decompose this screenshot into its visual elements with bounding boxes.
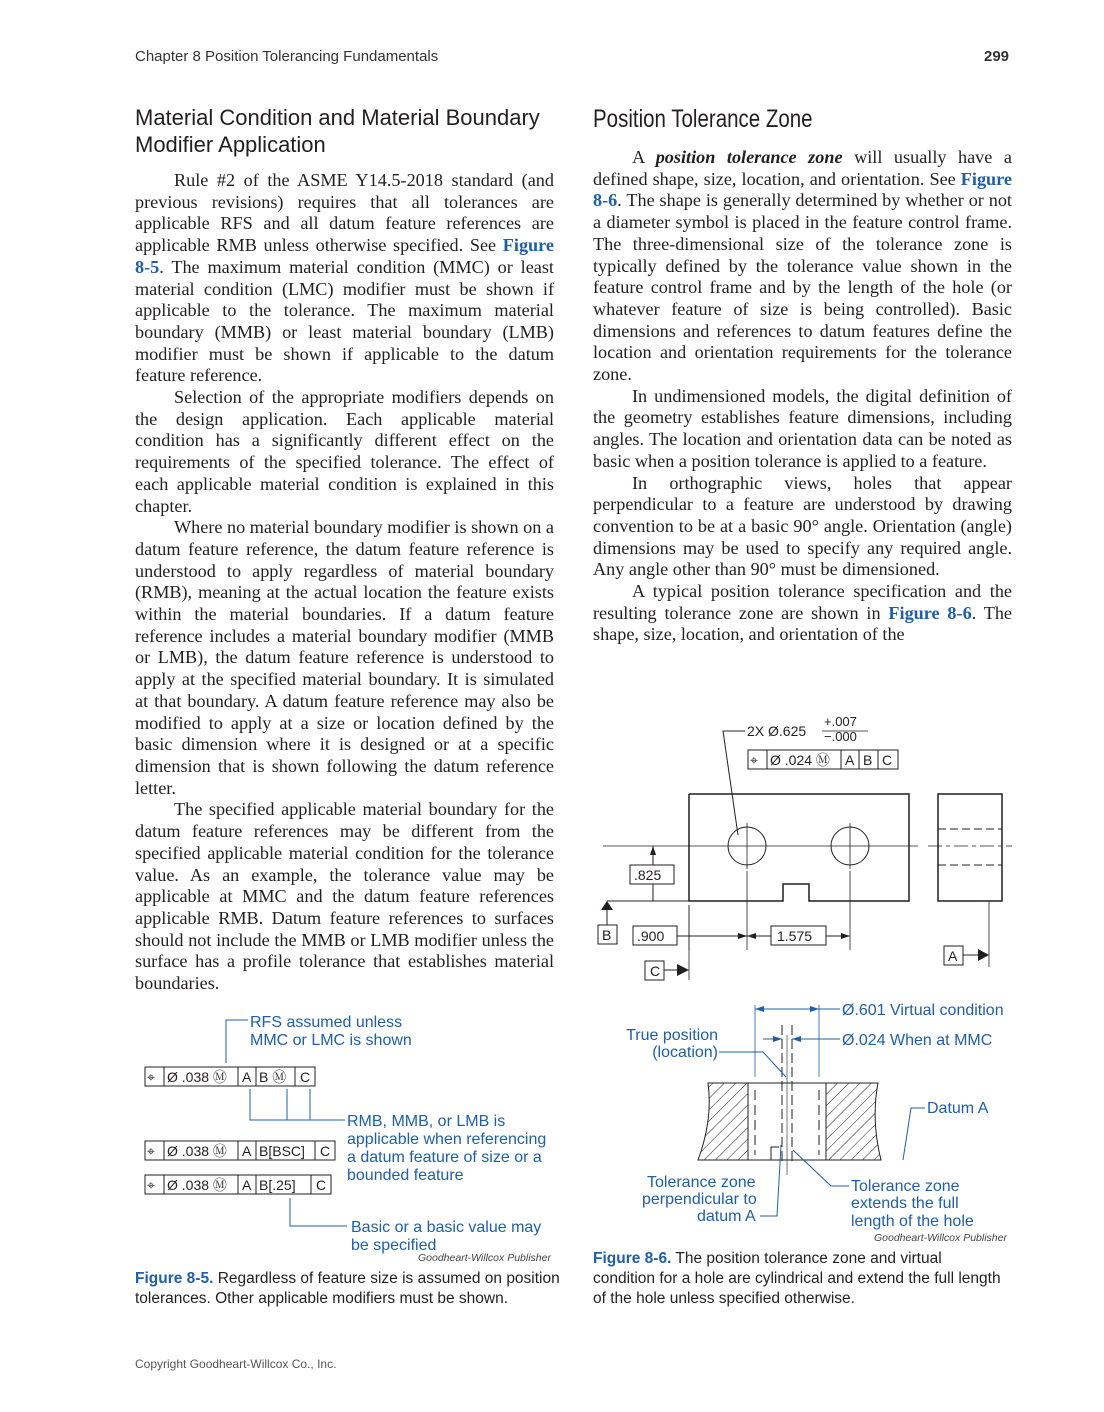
- tz-perp-label-3: datum A: [697, 1208, 756, 1225]
- text: . The shape, size, location, and orientation of the: [593, 602, 1013, 645]
- true-position-label-2: (location): [652, 1044, 718, 1061]
- paragraph: Selection of the appropriate modifiers depends on the design application. Each applicable material condition has a significantly different effect on the requirements of the specified tolerance. The effect of each applicable material condition is explained in this chapter.: [135, 387, 554, 516]
- paragraph: The specified applicable material boundary for the datum feature references may be different from the specified applicable material condition for the tolerance value. As an example, the tolerance value may be applicable at MMC and the datum feature references applicable RMB. Datum feature references to surfaces should not include the MMB or LMB modifier unless the surface has a profile tolerance that establishes material boundaries.: [135, 799, 554, 994]
- caption-text: The position tolerance zone and virtual condition for a hole are cylindrical and extend the full length of the hole unless specified otherwise.: [593, 1250, 1001, 1307]
- section-heading-position-tolerance-zone: Position Tolerance Zone: [593, 105, 813, 133]
- callout-basic-line1: Basic or a basic value may: [351, 1219, 542, 1236]
- datum-letter: B: [602, 927, 612, 943]
- figure-8-6-publisher: Goodheart-Willcox Publisher: [874, 1232, 1007, 1244]
- section-heading-material-condition: Material Condition and Material Boundary Modifier Application: [135, 105, 540, 157]
- text: A typical position tolerance specification and the resulting tolerance zone are shown in: [593, 581, 1012, 623]
- position-symbol-icon: ⌖: [750, 752, 758, 768]
- paragraph: In undimensioned models, the digital definition of the geometry establishes feature dimensions, including angles. The location and orientation data can be noted as basic when a position tolerance is applied to a feature.: [593, 385, 1012, 471]
- feature-control-frame-3: [145, 1175, 331, 1194]
- fcf-datum-b: B[BSC]: [259, 1143, 305, 1159]
- size-text: 2X Ø.625: [747, 723, 807, 739]
- fcf-tolerance: Ø .038 Ⓜ: [167, 1069, 227, 1085]
- paragraph: [593, 147, 1012, 386]
- text: will usually have a defined shape, size, location, and orientation. See: [593, 147, 1012, 189]
- callout-rmb-line3: a datum feature of size or a: [347, 1149, 542, 1166]
- fcf-datum-a: A: [242, 1143, 252, 1159]
- figure-8-5: [135, 1005, 560, 1265]
- caption-figure-number: Figure 8-6.: [593, 1250, 672, 1267]
- key-term: position tolerance zone: [655, 147, 843, 167]
- hole-size-callout: [723, 714, 868, 835]
- text: . The shape is generally determined by whether or not a diameter symbol is placed in the feature control frame. The three-dimensional size of the tolerance zone is typically defined by the tolerance value shown in the feature control frame and by the length of the hole (or whatever feature of size is being controlled). Basic dimensions and references to datum features define the location and orientation requirements for the tolerance zone.: [593, 190, 1012, 385]
- figure-8-6: [593, 705, 1018, 1245]
- paragraph: [593, 581, 1012, 646]
- tz-extends-label-1: Tolerance zone: [851, 1178, 960, 1195]
- feature-control-frame: [748, 750, 898, 769]
- fcf-datum-a: A: [845, 752, 855, 768]
- fcf-datum-c: C: [300, 1069, 311, 1085]
- paragraph: In orthographic views, holes that appear perpendicular to a feature are understood by drawing convention to be at a basic 90° angle. Orientation (angle) dimensions may be used to specify any required angle. Any angle other than 90° must be dimensioned.: [593, 472, 1012, 580]
- tz-perp-label-1: Tolerance zone: [647, 1174, 756, 1191]
- callout-rfs-line1: RFS assumed unless: [250, 1014, 403, 1031]
- fcf-tolerance: Ø .024 Ⓜ: [770, 752, 830, 768]
- text: . The maximum material condition (MMC) or least material condition (LMC) modifier must be shown if applicable to the tolerance. The maximum material boundary (MMB) or least material boundary (LMB) modifier must be shown if applicable to the datum feature reference.: [135, 256, 554, 386]
- fcf-tolerance: Ø .038 Ⓜ: [167, 1177, 227, 1193]
- paragraph: Where no material boundary modifier is shown on a datum feature reference, the datum feature reference is understood to apply regardless of material boundary (RMB), meaning at the actual location the feature exists within the material boundaries. If a datum feature reference includes a material boundary modifier (MMB or LMB), the datum feature reference is understood to apply at the specified material boundary. It is simulated at that boundary. A datum feature reference may also be modified to apply at a size or location defined by the basic dimension where it is designed or at a specific dimension that is shown following the datum reference letter.: [135, 517, 554, 798]
- datum-b-symbol: [598, 901, 617, 944]
- feature-control-frame-2: [145, 1141, 335, 1160]
- datum-letter: A: [948, 948, 958, 964]
- figure-8-6-callouts: [626, 1002, 1004, 1230]
- datum-a-label: Datum A: [927, 1100, 989, 1117]
- fcf-datum-b: B[.25]: [259, 1177, 296, 1193]
- tz-extends-label-3: length of the hole: [851, 1213, 974, 1230]
- callout-rmb-line2: applicable when referencing: [347, 1131, 547, 1148]
- figure-8-6-caption: [593, 1249, 1008, 1309]
- text: Rule #2 of the ASME Y14.5-2018 standard (and previous revisions) requires that all tolerances are applicable RFS and all datum feature references are applicable RMB unless otherwise specified. See: [135, 170, 554, 256]
- part-side-view: [928, 794, 1012, 901]
- figure-reference-link[interactable]: Figure 8-5: [135, 235, 554, 277]
- page-number: 299: [984, 48, 1010, 65]
- feature-control-frame-1: [145, 1067, 315, 1086]
- dim-text: .825: [634, 867, 662, 883]
- dim-text: 1.575: [777, 928, 813, 944]
- figure-reference-link[interactable]: Figure 8-6: [888, 602, 972, 623]
- tol-minus: −.000: [824, 729, 857, 744]
- callout-rmb-line1: RMB, MMB, or LMB is: [347, 1113, 506, 1130]
- callout-rfs-line2: MMC or LMC is shown: [250, 1032, 412, 1049]
- figure-8-5-publisher: Goodheart-Willcox Publisher: [418, 1252, 551, 1264]
- caption-figure-number: Figure 8-5.: [135, 1270, 214, 1287]
- fcf-datum-b: B: [863, 752, 873, 768]
- right-column-text: [593, 147, 1012, 646]
- datum-letter: C: [650, 963, 661, 979]
- fcf-datum-a: A: [242, 1177, 252, 1193]
- caption-text: Regardless of feature size is assumed on position tolerances. Other applicable modifiers must be shown.: [135, 1270, 560, 1307]
- fcf-datum-c: C: [882, 752, 893, 768]
- figure-8-5-caption: [135, 1269, 565, 1309]
- left-column-text: [135, 170, 554, 995]
- position-symbol-icon: ⌖: [147, 1069, 155, 1085]
- running-header-chapter: Chapter 8 Position Tolerancing Fundamentals: [135, 48, 439, 65]
- datum-a-symbol: [944, 901, 989, 967]
- copyright-footer: Copyright Goodheart-Willcox Co., Inc.: [135, 1357, 337, 1371]
- fcf-datum-b: B Ⓜ: [259, 1069, 287, 1085]
- fcf-datum-a: A: [242, 1069, 252, 1085]
- tol-plus: +.007: [824, 714, 857, 729]
- paragraph: [135, 170, 554, 387]
- mmc-label: Ø.024 When at MMC: [842, 1032, 993, 1049]
- dimension-825: [607, 846, 689, 901]
- tz-extends-label-2: extends the full: [851, 1195, 959, 1212]
- tz-perp-label-2: perpendicular to: [642, 1191, 757, 1208]
- text: A: [632, 147, 656, 167]
- fcf-datum-c: C: [316, 1177, 327, 1193]
- virtual-condition-label: Ø.601 Virtual condition: [842, 1002, 1004, 1019]
- callout-basic-line2: be specified: [351, 1237, 437, 1254]
- fcf-tolerance: Ø .038 Ⓜ: [167, 1143, 227, 1159]
- figure-reference-link[interactable]: Figure 8-6: [593, 168, 1012, 211]
- fcf-datum-c: C: [320, 1143, 331, 1159]
- true-position-label-1: True position: [626, 1027, 718, 1044]
- dim-text: .900: [637, 928, 665, 944]
- position-symbol-icon: ⌖: [147, 1143, 155, 1159]
- part-front-view: [603, 794, 918, 901]
- position-symbol-icon: ⌖: [147, 1177, 155, 1193]
- callout-rmb-line4: bounded feature: [347, 1167, 464, 1184]
